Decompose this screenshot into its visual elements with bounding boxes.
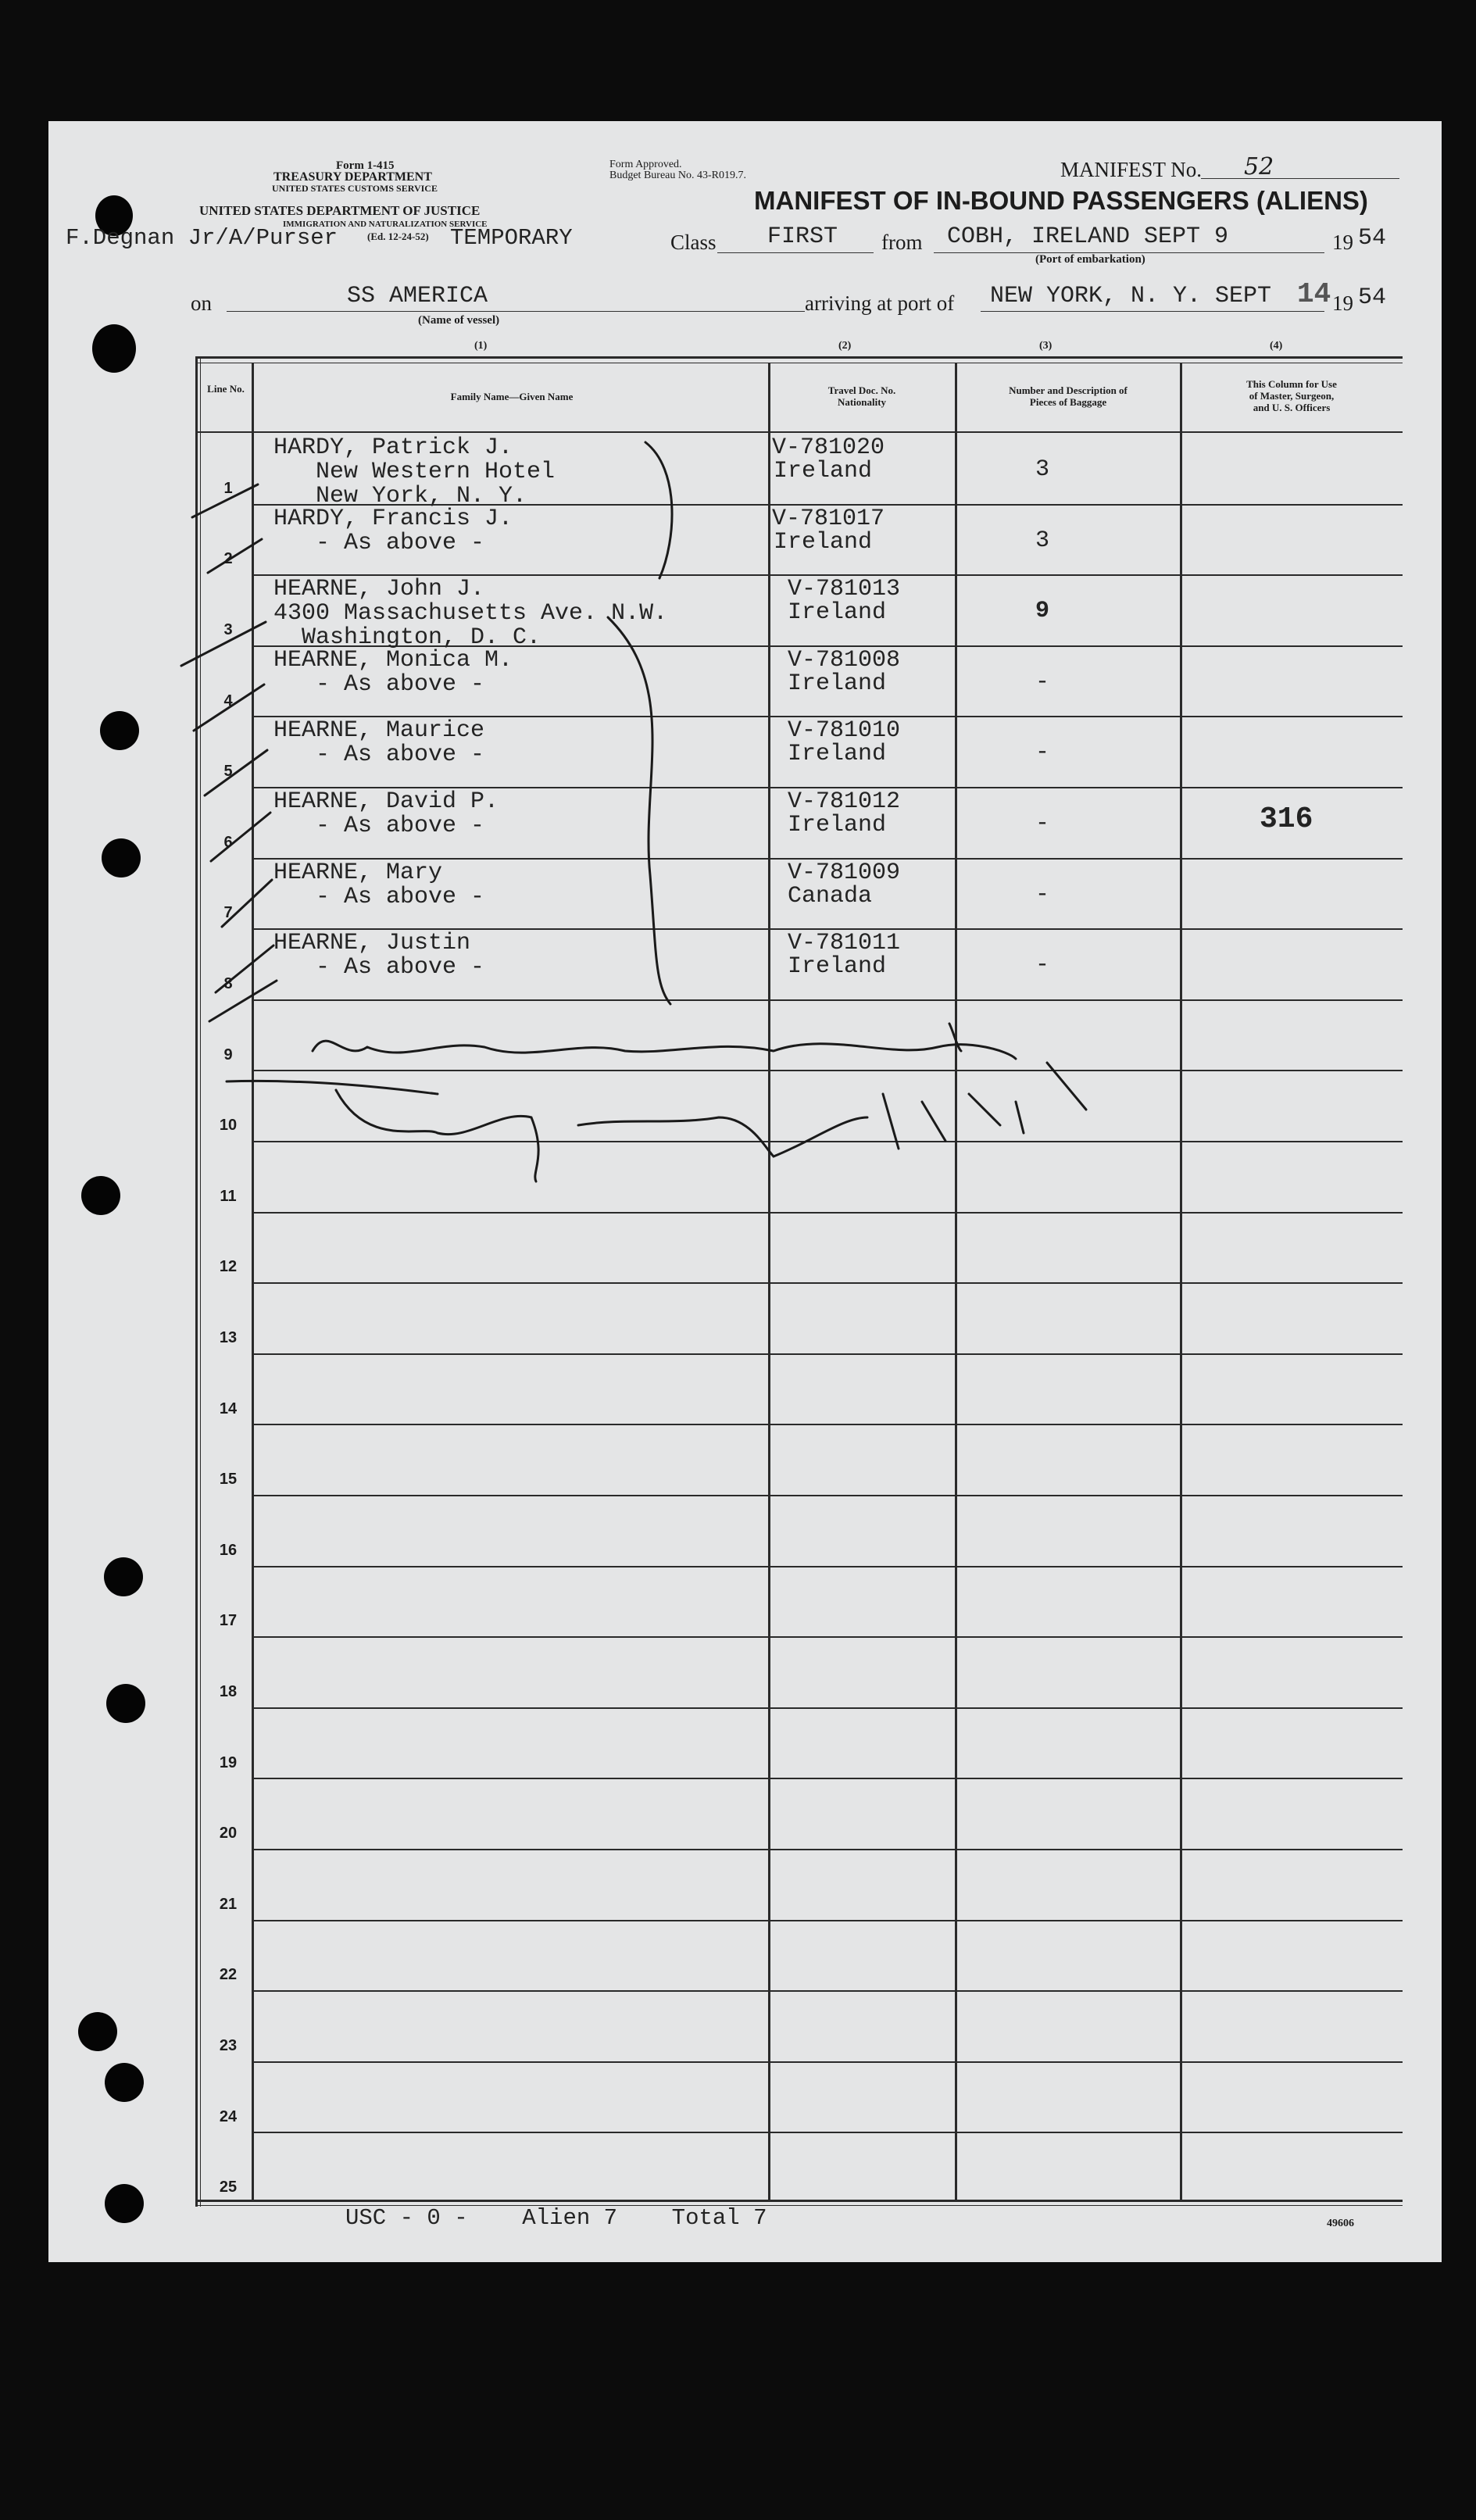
temporary-stamp: TEMPORARY [450, 225, 573, 251]
manifest-number: 52 [1244, 153, 1274, 181]
form-number: Form 1-415 [336, 159, 395, 172]
handwritten-inspector-signature [344, 1102, 357, 1103]
from-value: COBH, IRELAND SEPT 9 [947, 223, 1229, 250]
line-number: 24 [219, 2108, 238, 2125]
line-number: 12 [219, 1258, 238, 1275]
line-number: 13 [219, 1329, 238, 1346]
travel-doc-number: V-781012 [788, 788, 901, 815]
nationality: Ireland [774, 529, 873, 556]
travel-doc-number: V-781017 [772, 506, 885, 532]
passenger-address: - As above - [273, 671, 485, 698]
passenger-name: HEARNE, Mary [273, 860, 443, 886]
passenger-name: HEARNE, Justin [273, 930, 471, 956]
from-year-prefix: 19 [1332, 231, 1353, 254]
col-num-3: (3) [1039, 340, 1052, 352]
passenger-address: - As above - [273, 742, 485, 768]
passenger-name: HEARNE, Maurice [273, 717, 485, 744]
line-number: 15 [219, 1471, 238, 1488]
customs-label: UNITED STATES CUSTOMS SERVICE [272, 183, 438, 194]
footer-code: 49606 [1327, 2218, 1354, 2229]
line-number: 5 [223, 763, 233, 780]
line-number: 3 [223, 621, 233, 638]
col-header-line-no: Line No. [207, 383, 245, 395]
justice-label: UNITED STATES DEPARTMENT OF JUSTICE [199, 203, 481, 218]
passenger-address: - As above - [273, 530, 485, 556]
purser-stamp: F.Degnan Jr/A/Purser [66, 225, 338, 251]
travel-doc-number: V-781013 [788, 576, 901, 602]
line-number: 21 [219, 1896, 238, 1913]
line-number: 6 [223, 834, 233, 851]
footer-totals: USC - 0 - Alien 7 Total 7 [345, 2205, 767, 2231]
class-label: Class [670, 231, 717, 254]
col-header-doc: Travel Doc. No. Nationality [827, 384, 896, 408]
ins-label: IMMIGRATION AND NATURALIZATION SERVICE [283, 220, 488, 229]
travel-doc-number: V-781008 [788, 647, 901, 674]
passenger-address: - As above - [273, 954, 485, 981]
line-number: 17 [219, 1612, 238, 1629]
nationality: Ireland [788, 741, 887, 767]
travel-doc-number: V-781020 [772, 434, 885, 461]
arrival-year: 54 [1358, 284, 1387, 311]
line-number: 18 [219, 1683, 238, 1700]
date-code: (Ed. 12-24-52) [367, 231, 429, 242]
passenger-address: - As above - [273, 884, 485, 910]
baggage-count: - [1035, 810, 1050, 837]
passenger-name: HEARNE, John J. [273, 576, 485, 602]
col-num-1: (1) [474, 340, 488, 352]
line-number: 16 [219, 1542, 238, 1559]
page-title: MANIFEST OF IN-BOUND PASSENGERS (ALIENS) [754, 186, 1368, 215]
baggage-count: 3 [1035, 527, 1050, 554]
passenger-name: HARDY, Francis J. [273, 506, 513, 532]
passenger-name: HARDY, Patrick J. [273, 434, 513, 461]
form-approved: Form Approved. [609, 159, 682, 170]
nationality: Ireland [788, 812, 887, 838]
baggage-count: - [1035, 952, 1050, 978]
from-label: from [881, 231, 923, 254]
nationality: Ireland [788, 599, 887, 626]
arrival-day: 14 [1297, 278, 1331, 310]
passenger-address: 4300 Massachusetts Ave. N.W. [273, 600, 668, 627]
nationality: Ireland [788, 953, 887, 980]
col-num-4: (4) [1270, 340, 1283, 352]
budget-bureau: Budget Bureau No. 43-R019.7. [609, 170, 746, 181]
nationality: Canada [788, 883, 873, 910]
on-label: on [191, 291, 212, 315]
line-number: 22 [219, 1966, 238, 1983]
line-number: 10 [219, 1117, 238, 1134]
from-year: 54 [1358, 225, 1387, 252]
travel-doc-number: V-781011 [788, 930, 901, 956]
line-number: 4 [223, 692, 233, 710]
line-number: 11 [220, 1188, 237, 1205]
class-value: FIRST [767, 223, 838, 250]
passenger-name: HEARNE, Monica M. [273, 647, 513, 674]
line-number: 7 [223, 904, 233, 921]
treasury-label: TREASURY DEPARTMENT [273, 170, 432, 184]
line-number: 19 [219, 1754, 238, 1771]
nationality: Ireland [788, 670, 887, 697]
arrival-port: NEW YORK, N. Y. SEPT [990, 283, 1272, 309]
line-number: 1 [223, 480, 233, 497]
handwritten-blank-note [328, 1016, 342, 1017]
officer-entry: 316 [1260, 802, 1313, 836]
col-num-2: (2) [838, 340, 852, 352]
travel-doc-number: V-781009 [788, 860, 901, 886]
line-number: 2 [223, 550, 233, 567]
arrival-year-prefix: 19 [1332, 291, 1353, 315]
passenger-name: HEARNE, David P. [273, 788, 499, 815]
baggage-count: 3 [1035, 456, 1050, 483]
line-number: 20 [219, 1825, 238, 1842]
vessel-name: SS AMERICA [347, 283, 488, 309]
passenger-address: New Western Hotel [273, 459, 556, 485]
passenger-address: Washington, D. C. [273, 624, 541, 651]
baggage-count: - [1035, 739, 1050, 766]
line-number: 9 [223, 1046, 233, 1063]
col-header-baggage: Number and Description of Pieces of Baggage [1009, 384, 1128, 408]
arriving-label: arriving at port of [805, 291, 955, 315]
baggage-count: - [1035, 881, 1050, 908]
col-header-name: Family Name—Given Name [450, 391, 574, 402]
passenger-address: New York, N. Y. [273, 483, 527, 509]
port-caption: (Port of embarkation) [1035, 253, 1145, 266]
manifest-number-label: MANIFEST No. [1060, 158, 1203, 181]
vessel-caption: (Name of vessel) [418, 314, 500, 327]
passenger-address: - As above - [273, 813, 485, 839]
travel-doc-number: V-781010 [788, 717, 901, 744]
line-number: 14 [219, 1400, 238, 1417]
line-number: 23 [219, 2037, 238, 2054]
line-number: 8 [223, 975, 233, 992]
line-number: 25 [219, 2179, 238, 2196]
col-header-officers: This Column for Use of Master, Surgeon, and U. S. Officers [1246, 378, 1337, 413]
baggage-count: 9 [1035, 598, 1050, 624]
nationality: Ireland [774, 458, 873, 484]
baggage-count: - [1035, 669, 1050, 695]
